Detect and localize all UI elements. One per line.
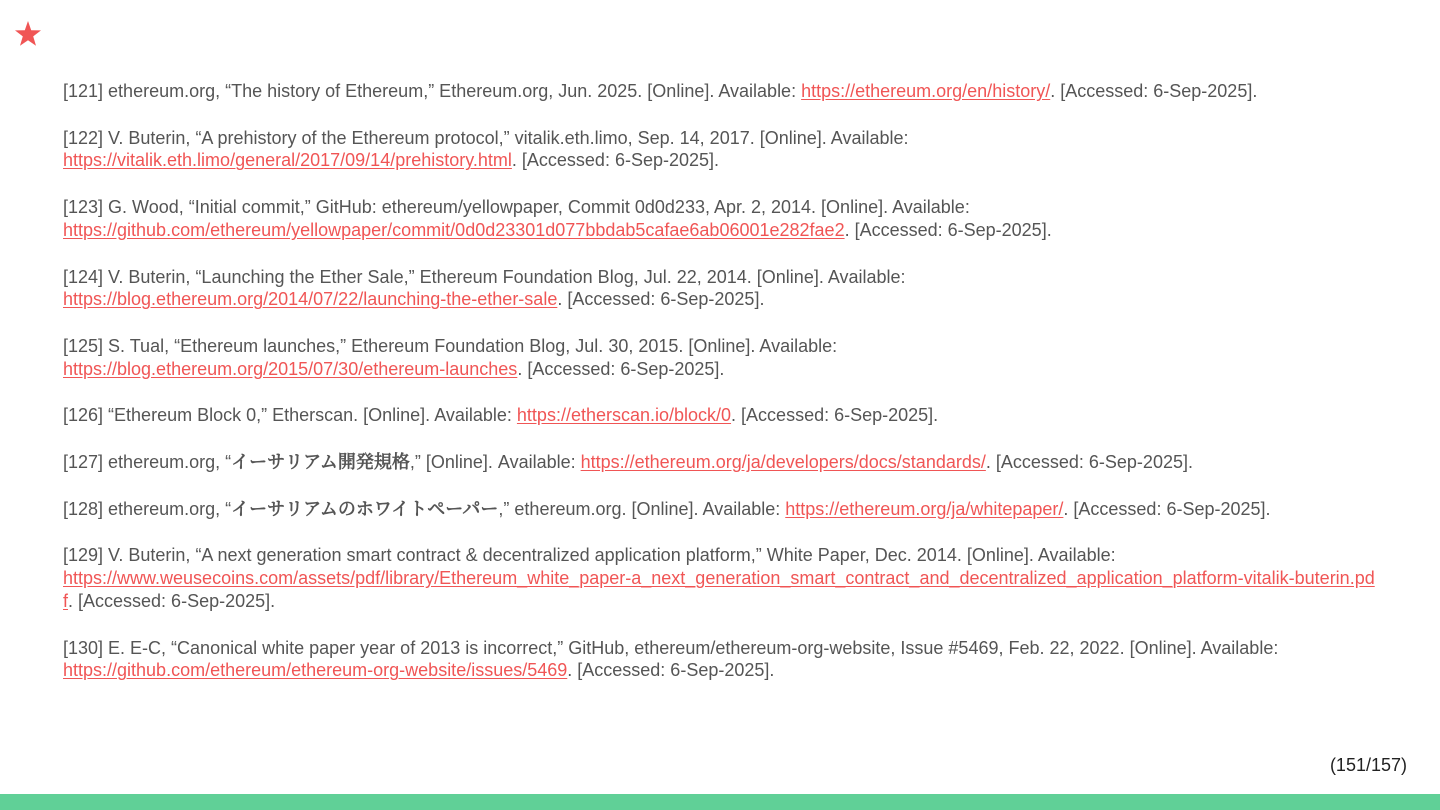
reference-text: V. Buterin, “A prehistory of the Ethereum protocol,” vitalik.eth.limo, Sep. 14, 2017. [Online]. Available: [103,127,909,148]
reference-link[interactable]: https://ethereum.org/ja/whitepaper/ [785,498,1064,519]
reference-link[interactable]: https://blog.ethereum.org/2014/07/22/launching-the-ether-sale [63,289,558,310]
reference-number: [121] [63,81,104,101]
reference-link[interactable]: https://blog.ethereum.org/2015/07/30/ethereum-launches [63,358,518,379]
reference-link[interactable]: https://github.com/ethereum/ethereum-org-website/issues/5469 [63,660,568,681]
reference-accessed: . [Accessed: 6-Sep-2025]. [517,358,725,379]
reference-link[interactable]: https://github.com/ethereum/yellowpaper/commit/0d0d23301d077bbdab5cafae6ab06001e282fae2 [63,219,845,240]
reference-number: [126] [63,405,104,426]
reference-accessed: . [Accessed: 6-Sep-2025]. [985,452,1193,473]
reference-accessed: . [Accessed: 6-Sep-2025]. [557,289,765,310]
reference-item-130 [63,637,1383,682]
reference-number: [124] [63,266,104,287]
reference-number: [123] [63,197,104,218]
footer-bar [0,794,1440,810]
reference-link[interactable]: https://ethereum.org/ja/developers/docs/standards/ [580,452,986,473]
reference-number: [130] [63,637,104,658]
reference-text: V. Buterin, “A next generation smart contract & decentralized application platform,” White Paper, Dec. 2014. [Online]. Available: [103,545,1116,566]
reference-accessed: . [Accessed: 6-Sep-2025]. [567,660,775,681]
reference-item-121 [63,80,1383,103]
reference-item-129 [63,544,1383,612]
reference-item-123 [63,196,1383,241]
reference-link[interactable]: https://etherscan.io/block/0 [516,405,732,426]
reference-accessed: . [Accessed: 6-Sep-2025]. [1050,81,1258,101]
reference-title-japanese: イーサリアム開発規格 [231,452,410,473]
reference-number: [128] [63,498,104,519]
reference-item-125 [63,335,1383,380]
reference-item-127 [63,451,1383,474]
reference-text-suffix: ,” [Online]. Available: [409,452,581,473]
reference-number: [122] [63,127,104,148]
page-number: (151/157) [1329,755,1407,775]
reference-text: “Ethereum Block 0,” Etherscan. [Online]. Available: [103,405,517,426]
reference-number: [127] [63,452,104,473]
reference-item-124 [63,266,1383,311]
reference-text: S. Tual, “Ethereum launches,” Ethereum Foundation Blog, Jul. 30, 2015. [Online]. Available: [103,335,838,356]
reference-text: ethereum.org, “The history of Ethereum,” Ethereum.org, Jun. 2025. [Online]. Available: [103,81,802,101]
reference-number: [125] [63,335,104,356]
reference-text: G. Wood, “Initial commit,” GitHub: ethereum/yellowpaper, Commit 0d0d233, Apr. 2, 2014. [Online]. Available: [103,197,970,218]
reference-item-126 [63,404,1383,427]
reference-link[interactable]: https://www.weusecoins.com/assets/pdf/library/Ethereum_white_paper-a_next_generation_smart_contract_and_decentralized_application_platform-vitalik-buterin.pdf [63,568,1375,611]
reference-number: [129] [63,545,104,566]
reference-item-128 [63,498,1383,521]
reference-title-japanese: イーサリアムのホワイトペーパー [231,498,499,519]
reference-text: ethereum.org, “ [103,452,232,473]
star-icon [12,18,44,50]
reference-text: ethereum.org, “ [103,498,232,519]
reference-item-122 [63,127,1383,172]
reference-accessed: . [Accessed: 6-Sep-2025]. [511,150,720,171]
reference-accessed: . [Accessed: 6-Sep-2025]. [1063,498,1271,519]
reference-accessed: . [Accessed: 6-Sep-2025]. [731,405,939,426]
reference-list [63,80,1383,706]
reference-link[interactable]: https://ethereum.org/en/history/ [801,81,1051,101]
reference-text: E. E-C, “Canonical white paper year of 2013 is incorrect,” GitHub, ethereum/ethereum-org-website, Issue #5469, Feb. 22, 2022. [Online]. Available: [103,637,1279,658]
reference-text: V. Buterin, “Launching the Ether Sale,” Ethereum Foundation Blog, Jul. 22, 2014. [Online]. Available: [103,266,906,287]
reference-text-suffix: ,” ethereum.org. [Online]. Available: [498,498,786,519]
reference-link[interactable]: https://vitalik.eth.limo/general/2017/09/14/prehistory.html [63,150,512,171]
reference-accessed: . [Accessed: 6-Sep-2025]. [68,590,276,611]
reference-accessed: . [Accessed: 6-Sep-2025]. [844,219,1052,240]
